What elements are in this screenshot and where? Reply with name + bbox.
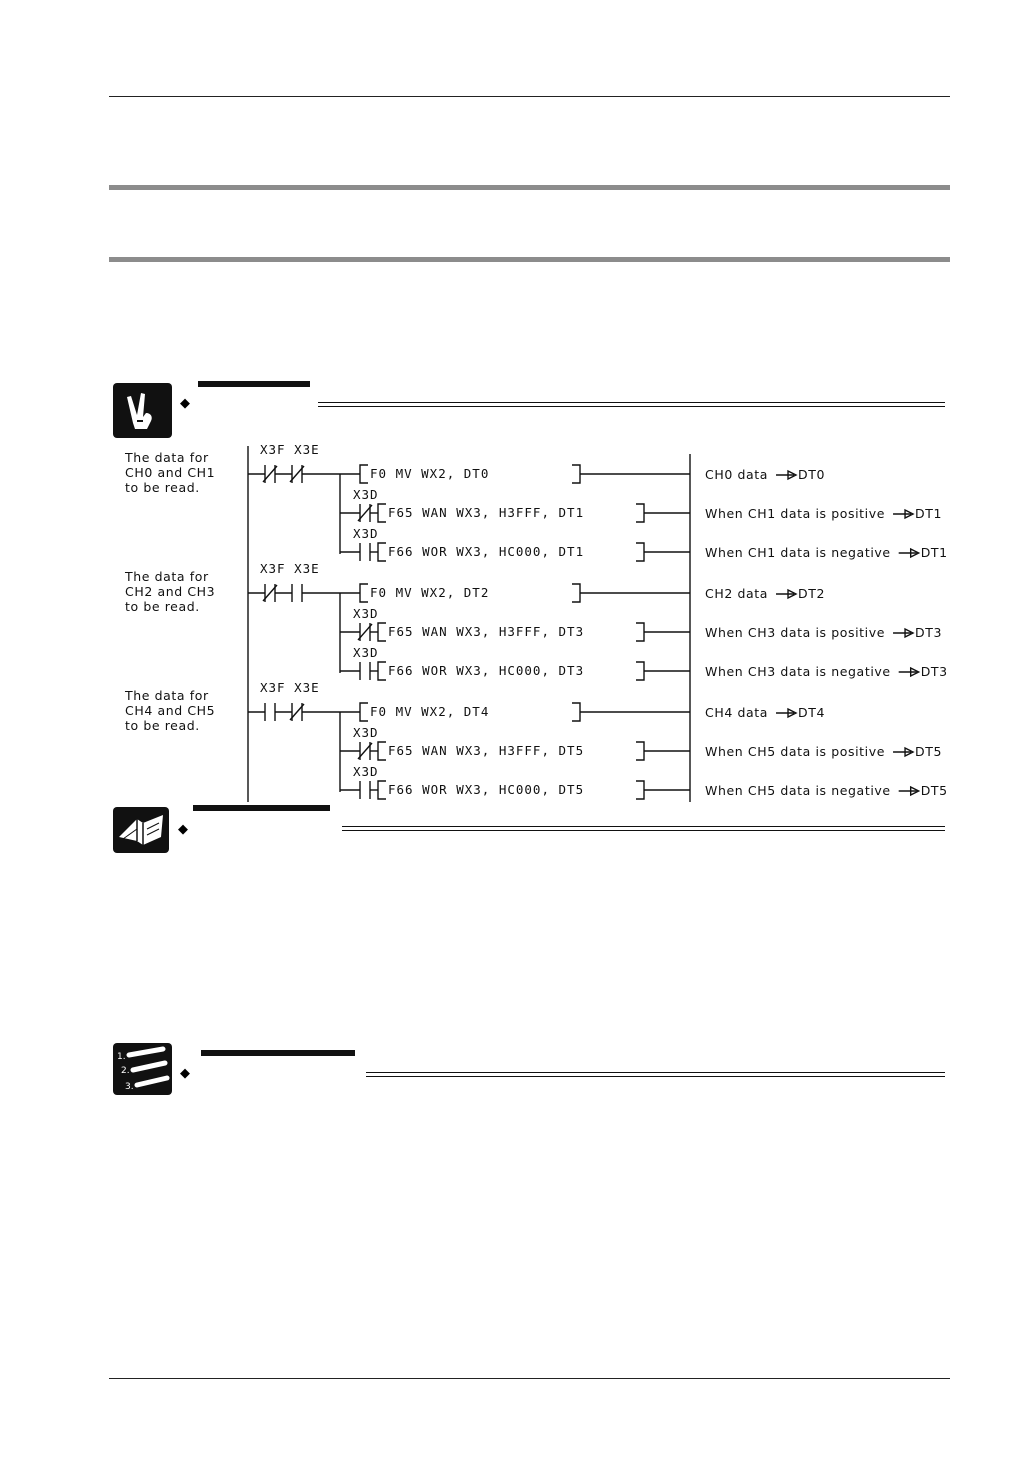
branch-contact-label: X3D — [353, 725, 379, 740]
heading-bar — [201, 1050, 355, 1056]
branch-contact-label: X3D — [353, 606, 379, 621]
comment-line: CH4 and CH5 — [125, 703, 216, 718]
section-rule-bottom — [109, 257, 950, 262]
block-comment — [124, 688, 215, 733]
ladder-rung — [360, 465, 825, 483]
ladder-rung — [360, 703, 825, 721]
output-target: DT2 — [798, 586, 826, 601]
output-target: DT3 — [920, 664, 948, 679]
contact-labels: X3F X3E — [260, 680, 320, 695]
output-text: CH2 data — [705, 586, 769, 601]
branch-contact-label: X3D — [353, 487, 379, 502]
output-target: DT1 — [920, 545, 948, 560]
output-target: DT3 — [915, 625, 943, 640]
output-description — [705, 586, 825, 601]
numbered-list-icon — [113, 1043, 172, 1095]
comment-line: The data for — [125, 450, 209, 465]
output-text: When CH5 data is negative — [705, 783, 891, 798]
footer-rule — [109, 1378, 950, 1379]
comment-line: to be read. — [125, 599, 200, 614]
victory-hand-icon — [113, 383, 172, 438]
output-description — [705, 625, 942, 640]
output-target: DT5 — [920, 783, 948, 798]
heading-bar — [198, 381, 310, 387]
comment-line: to be read. — [125, 718, 200, 733]
comment-line: The data for — [125, 688, 209, 703]
branch-contact-label: X3D — [353, 526, 379, 541]
contact-labels: X3F X3E — [260, 442, 320, 457]
block-comment — [124, 450, 215, 495]
output-text: CH4 data — [705, 705, 769, 720]
ladder-rung — [340, 725, 942, 760]
ladder-rung — [340, 526, 948, 561]
bullet-diamond: ◆ — [180, 1065, 190, 1080]
output-target: DT5 — [915, 744, 943, 759]
output-target: DT0 — [798, 467, 826, 482]
svg-text:2.: 2. — [121, 1066, 130, 1076]
output-text: When CH3 data is negative — [705, 664, 891, 679]
comment-line: CH0 and CH1 — [125, 465, 216, 480]
instruction-text: F0 MV WX2, DT4 — [370, 704, 490, 719]
section-rule-top — [109, 185, 950, 190]
output-description — [705, 783, 948, 798]
output-description — [705, 664, 948, 679]
instruction-text: F66 WOR WX3, HC000, DT1 — [388, 544, 585, 559]
ladder-rung — [340, 606, 942, 641]
output-text: When CH3 data is positive — [705, 625, 886, 640]
output-text: When CH1 data is negative — [705, 545, 891, 560]
ladder-rung — [340, 487, 942, 522]
comment-line: The data for — [125, 569, 209, 584]
output-target: DT4 — [798, 705, 826, 720]
output-text: When CH5 data is positive — [705, 744, 886, 759]
instruction-text: F66 WOR WX3, HC000, DT5 — [388, 782, 585, 797]
instruction-text: F65 WAN WX3, H3FFF, DT3 — [388, 624, 585, 639]
open-book-icon — [113, 807, 169, 853]
branch-contact-label: X3D — [353, 764, 379, 779]
comment-line: to be read. — [125, 480, 200, 495]
instruction-text: F66 WOR WX3, HC000, DT3 — [388, 663, 585, 678]
heading-bar — [193, 805, 330, 811]
output-description — [705, 744, 942, 759]
contact-labels: X3F X3E — [260, 561, 320, 576]
heading-double-rule — [318, 402, 945, 407]
output-description — [705, 545, 948, 560]
output-description — [705, 705, 825, 720]
comment-line: CH2 and CH3 — [125, 584, 216, 599]
svg-text:3.: 3. — [125, 1082, 134, 1092]
instruction-text: F0 MV WX2, DT2 — [370, 585, 490, 600]
instruction-text: F65 WAN WX3, H3FFF, DT5 — [388, 743, 585, 758]
ladder-rung — [340, 645, 948, 680]
bullet-diamond: ◆ — [180, 395, 190, 410]
header-rule — [109, 96, 950, 97]
output-target: DT1 — [915, 506, 943, 521]
output-description — [705, 506, 942, 521]
output-description — [705, 467, 825, 482]
svg-text:1.: 1. — [117, 1052, 126, 1062]
instruction-text: F65 WAN WX3, H3FFF, DT1 — [388, 505, 585, 520]
instruction-text: F0 MV WX2, DT0 — [370, 466, 490, 481]
heading-double-rule — [366, 1072, 945, 1077]
heading-double-rule — [342, 826, 945, 831]
branch-contact-label: X3D — [353, 645, 379, 660]
ladder-diagram — [110, 438, 960, 808]
ladder-rung — [340, 764, 948, 799]
output-text: When CH1 data is positive — [705, 506, 886, 521]
output-text: CH0 data — [705, 467, 769, 482]
ladder-rung — [360, 584, 825, 602]
block-comment — [124, 569, 215, 614]
bullet-diamond: ◆ — [178, 821, 188, 836]
